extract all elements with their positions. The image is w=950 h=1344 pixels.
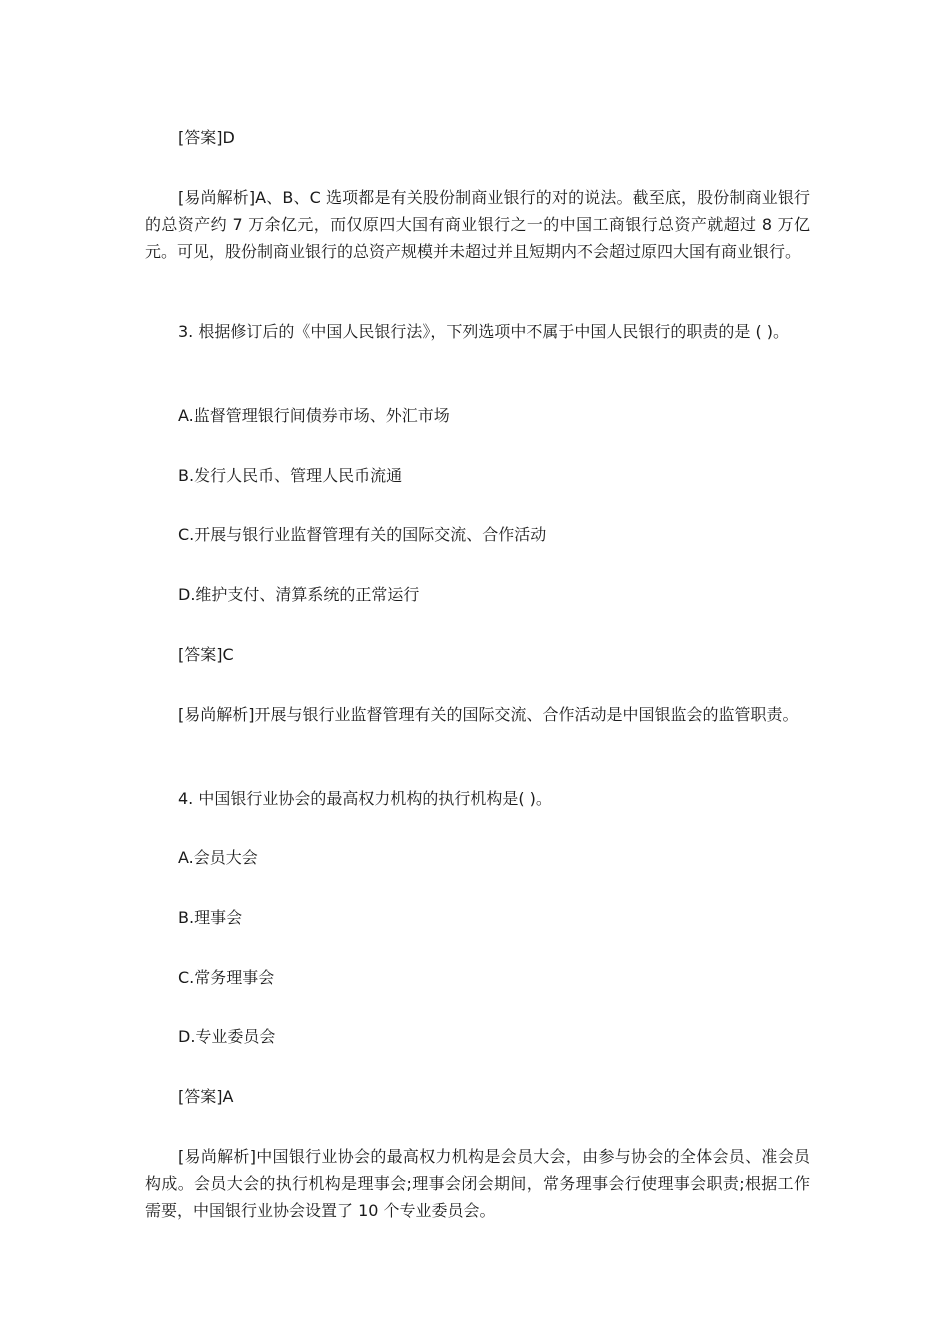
option-d-q3: D.维护支付、清算系统的正常运行	[178, 585, 420, 604]
answer-q4: [答案]A	[178, 1087, 234, 1106]
question-3: 3. 根据修订后的《中国人民银行法》，下列选项中不属于中国人民银行的职责的是 ( )。	[178, 322, 790, 341]
option-a-q3: A.监督管理银行间债券市场、外汇市场	[178, 406, 450, 425]
analysis-q3: [易尚解析]开展与银行业监督管理有关的国际交流、合作活动是中国银监会的监管职责。	[178, 705, 799, 724]
answer-q2: [答案]D	[178, 128, 235, 147]
option-b-q3: B.发行人民币、管理人民币流通	[178, 466, 403, 485]
analysis-q4: [易尚解析]中国银行业协会的最高权力机构是会员大会，由参与协会的全体会员、准会员构成。会员大会的执行机构是理事会;理事会闭会期间，常务理事会行使理事会职责;根据工作需要，中国银行业协会设置了 10 个专业委员会。	[145, 1147, 810, 1220]
question-4: 4. 中国银行业协会的最高权力机构的执行机构是( )。	[178, 789, 552, 808]
analysis-q2: [易尚解析]A、B、C 选项都是有关股份制商业银行的对的说法。截至底，股份制商业银行的总资产约 7 万余亿元，而仅原四大国有商业银行之一的中国工商银行总资产就超过 8 万亿元。可见，股份制商业银行的总资产规模并未超过并且短期内不会超过原四大国有商业银行。	[145, 188, 810, 261]
answer-q3: [答案]C	[178, 645, 234, 664]
option-c-q3: C.开展与银行业监督管理有关的国际交流、合作活动	[178, 525, 547, 544]
option-d-q4: D.专业委员会	[178, 1027, 276, 1046]
option-a-q4: A.会员大会	[178, 848, 258, 867]
option-b-q4: B.理事会	[178, 908, 243, 927]
option-c-q4: C.常务理事会	[178, 968, 275, 987]
